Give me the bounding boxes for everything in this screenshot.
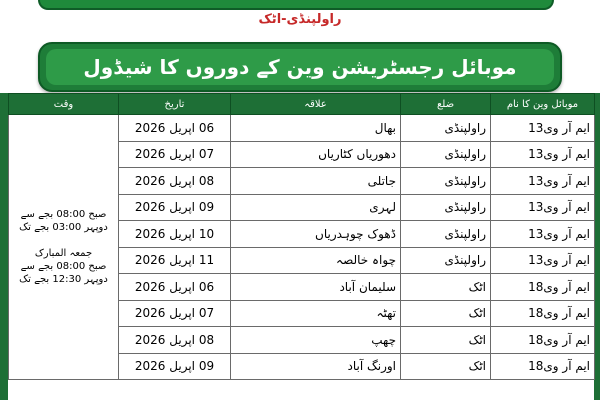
top-green-strip — [38, 0, 554, 10]
header-area: علاقہ — [231, 94, 401, 115]
page-title: موبائل رجسٹریشن وین کے دوروں کا شیڈول — [46, 49, 554, 85]
table-row — [9, 115, 595, 142]
van-cell: ایم آر وی13 — [491, 168, 595, 195]
schedule-table — [8, 93, 595, 380]
time-regular: صبح 08:00 بجے سے دوپہر 03:00 بجے تک — [19, 209, 108, 233]
area-cell: بھال — [231, 115, 401, 142]
district-cell: اٹک — [401, 353, 491, 380]
header-date: تاریخ — [119, 94, 231, 115]
district-cell: اٹک — [401, 327, 491, 354]
van-cell: ایم آر وی13 — [491, 141, 595, 168]
date-cell: 06 اپریل 2026 — [119, 115, 231, 142]
date-cell: 08 اپریل 2026 — [119, 327, 231, 354]
district-cell: راولپنڈی — [401, 194, 491, 221]
van-cell: ایم آر وی13 — [491, 194, 595, 221]
date-cell: 07 اپریل 2026 — [119, 300, 231, 327]
table-header-row — [9, 94, 595, 115]
header-time: وقت — [9, 94, 119, 115]
time-friday: صبح 08:00 بجے سے دوپہر 12:30 بجے تک — [19, 261, 108, 285]
time-friday-label: جمعہ المبارک — [34, 248, 93, 259]
district-cell: راولپنڈی — [401, 141, 491, 168]
van-cell: ایم آر وی13 — [491, 221, 595, 248]
header-van: موبائل وین کا نام — [491, 94, 595, 115]
title-banner — [38, 42, 562, 92]
district-cell: اٹک — [401, 300, 491, 327]
date-cell: 08 اپریل 2026 — [119, 168, 231, 195]
area-cell: تھٹہ — [231, 300, 401, 327]
district-cell: راولپنڈی — [401, 168, 491, 195]
van-cell: ایم آر وی18 — [491, 300, 595, 327]
area-cell: اورنگ آباد — [231, 353, 401, 380]
van-cell: ایم آر وی13 — [491, 247, 595, 274]
van-cell: ایم آر وی13 — [491, 115, 595, 142]
date-cell: 07 اپریل 2026 — [119, 141, 231, 168]
header-district: ضلع — [401, 94, 491, 115]
district-cell: راولپنڈی — [401, 221, 491, 248]
date-cell: 10 اپریل 2026 — [119, 221, 231, 248]
left-border-strip — [0, 93, 8, 400]
area-cell: لہری — [231, 194, 401, 221]
area-cell: سلیمان آباد — [231, 274, 401, 301]
area-cell: جاتلی — [231, 168, 401, 195]
van-cell: ایم آر وی18 — [491, 274, 595, 301]
area-cell: دھوریاں کٹاریاں — [231, 141, 401, 168]
date-cell: 06 اپریل 2026 — [119, 274, 231, 301]
region-label: راولپنڈی-اٹک — [258, 12, 342, 27]
date-cell: 09 اپریل 2026 — [119, 194, 231, 221]
district-cell: اٹک — [401, 274, 491, 301]
van-cell: ایم آر وی18 — [491, 327, 595, 354]
date-cell: 09 اپریل 2026 — [119, 353, 231, 380]
area-cell: چھپ — [231, 327, 401, 354]
van-cell: ایم آر وی18 — [491, 353, 595, 380]
district-cell: راولپنڈی — [401, 115, 491, 142]
date-cell: 11 اپریل 2026 — [119, 247, 231, 274]
area-cell: ڈھوک چوہدریاں — [231, 221, 401, 248]
time-cell — [9, 115, 119, 380]
district-cell: راولپنڈی — [401, 247, 491, 274]
area-cell: چواہ خالصہ — [231, 247, 401, 274]
